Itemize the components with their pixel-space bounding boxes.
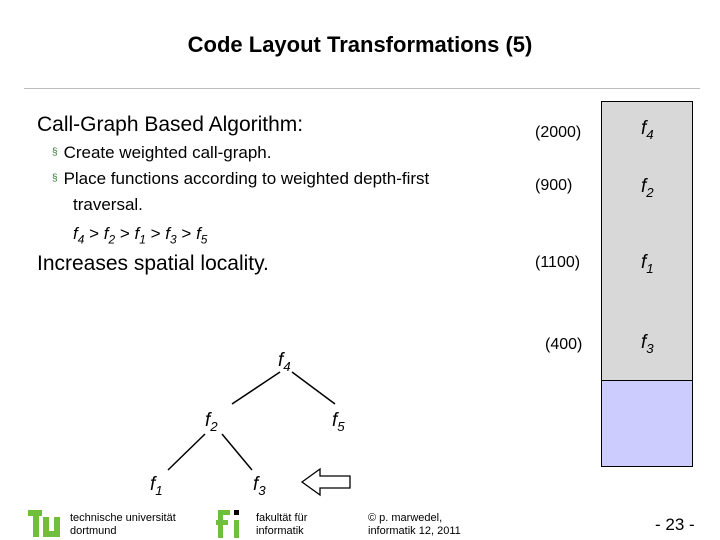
- chain-func: $f_4$: [73, 224, 85, 247]
- slot-function: $f_1$: [641, 252, 654, 276]
- graph-node: $f_5$: [332, 410, 345, 434]
- graph-node: $f_3$: [253, 474, 266, 498]
- bullet-continuation: traversal.: [73, 195, 143, 214]
- slot-function: $f_2$: [641, 176, 654, 200]
- weight-label: (1100): [535, 254, 581, 271]
- edge-f4-f5: [292, 372, 335, 404]
- chain-func: $f_3$: [165, 224, 177, 247]
- chain-gt: >: [119, 224, 130, 243]
- chain-func: $f_2$: [103, 224, 116, 247]
- tu-logo-icon: [28, 508, 68, 540]
- chain-gt: >: [181, 224, 192, 243]
- bullet-text: Create weighted call-graph.: [63, 143, 272, 162]
- slot-function: $f_3$: [641, 332, 654, 356]
- graph-node: $f_2$: [205, 410, 218, 434]
- weight-label: (400): [545, 336, 583, 353]
- graph-node: $f_1$: [150, 474, 163, 498]
- slide-heading: Call-Graph Based Algorithm:: [37, 113, 304, 136]
- copyright: © p. marwedel, informatik 12, 2011: [368, 512, 461, 537]
- edge-f2-f3: [222, 434, 252, 470]
- bullet-square-icon: §: [52, 147, 58, 158]
- bullet-square-icon: §: [52, 173, 58, 184]
- university-name: technische universität dortmund: [70, 512, 176, 537]
- bullet-text: Place functions according to weighted depth-first: [63, 169, 430, 188]
- chain-func: $f_5$: [196, 224, 208, 247]
- slide-title: Code Layout Transformations (5): [187, 32, 533, 57]
- conclusion-text: Increases spatial locality.: [37, 252, 269, 275]
- weight-label: (2000): [535, 124, 582, 141]
- chain-gt: >: [89, 224, 100, 243]
- edge-f2-f1: [168, 434, 205, 470]
- slot-function: $f_4$: [641, 118, 654, 142]
- fi-logo-icon: [216, 506, 248, 540]
- chain-gt: >: [150, 224, 161, 243]
- graph-node: $f_4$: [278, 350, 291, 374]
- page-number: - 23 -: [655, 515, 695, 534]
- weight-label: (900): [535, 177, 573, 194]
- faculty-name: fakultät für informatik: [256, 512, 308, 537]
- chain-func: $f_1$: [134, 224, 146, 247]
- edge-f4-f2: [232, 372, 280, 404]
- left-arrow-icon: [302, 469, 350, 495]
